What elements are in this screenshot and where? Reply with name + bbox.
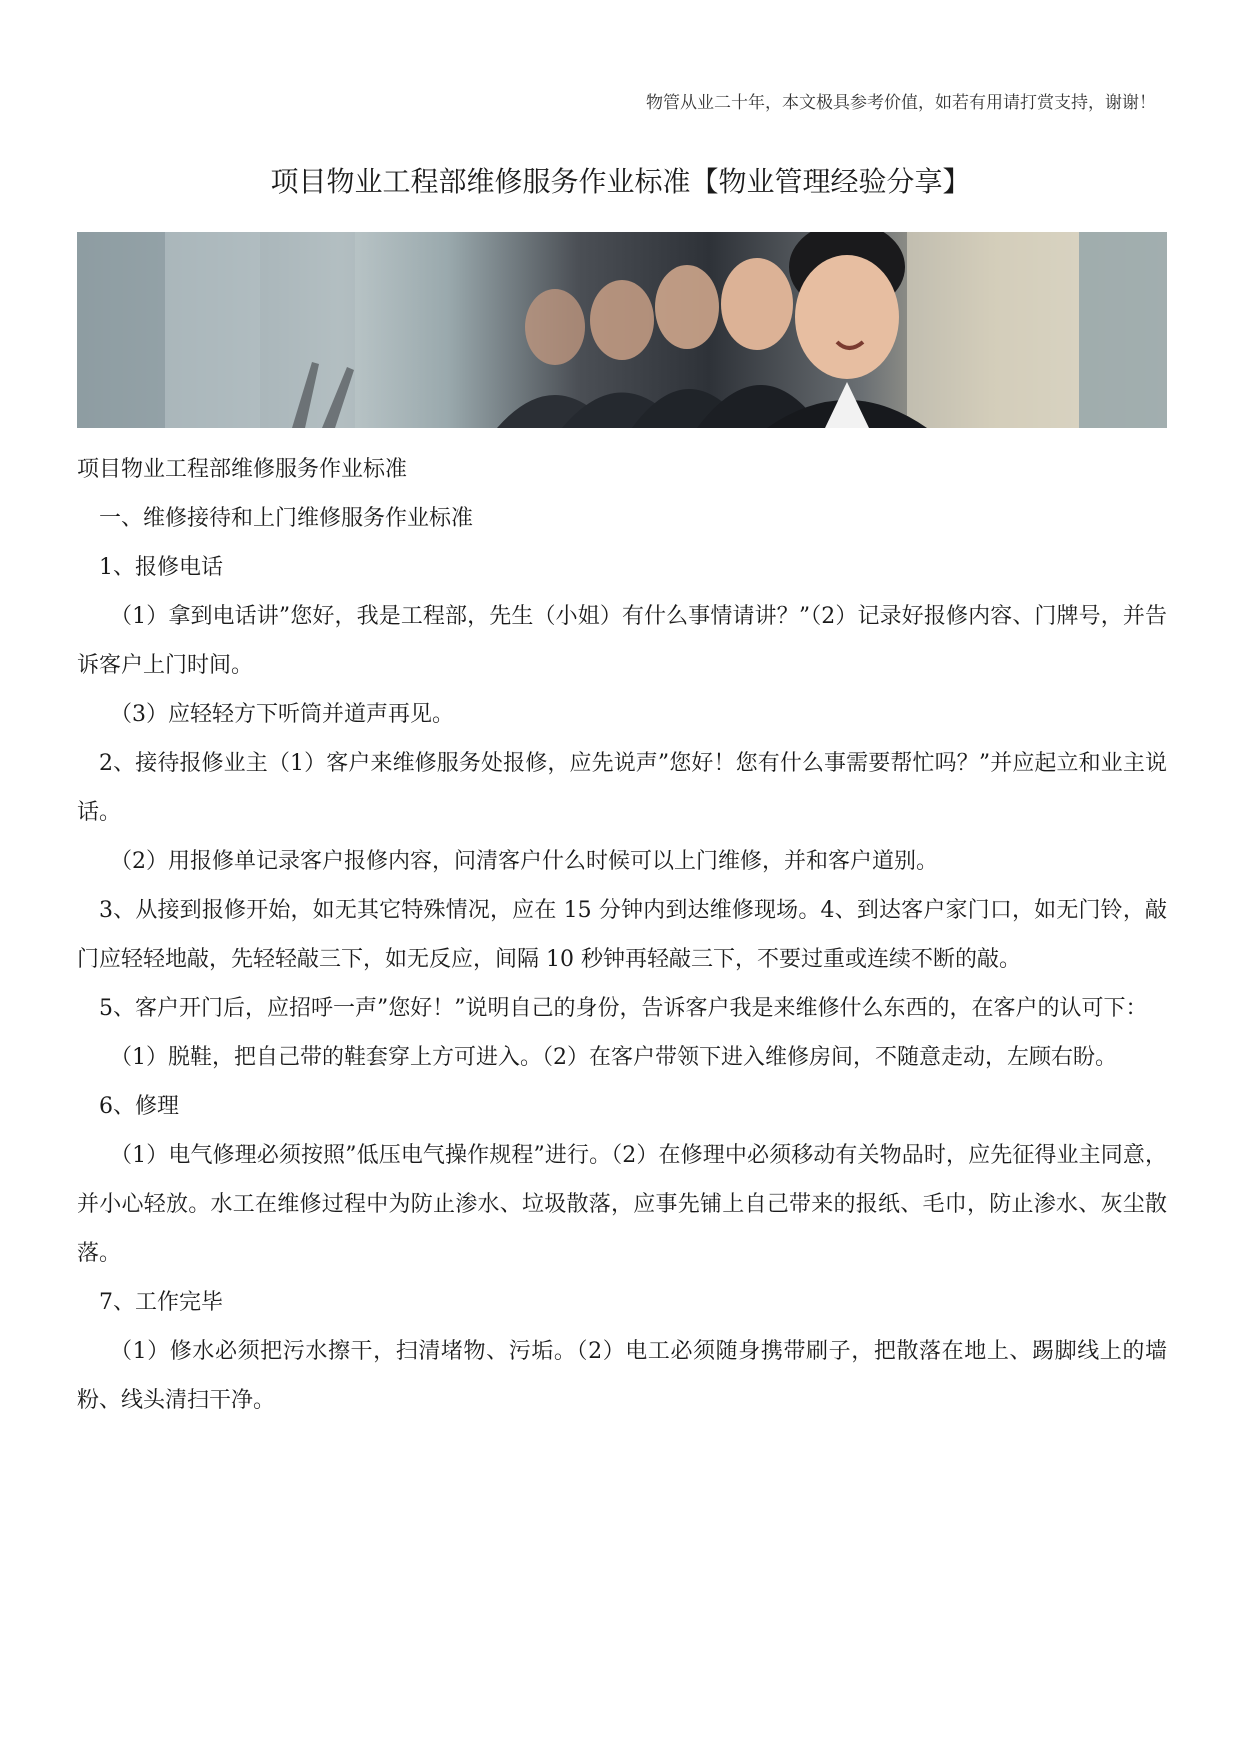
- page-title: 项目物业工程部维修服务作业标准【物业管理经验分享】: [270, 165, 971, 198]
- staff-photo-image: [77, 232, 1167, 428]
- document-body: [77, 445, 1167, 1425]
- paragraph: 6、修理: [99, 1094, 179, 1119]
- paragraph: 7、工作完毕: [99, 1290, 223, 1315]
- paragraph: （1）拿到电话讲”您好，我是工程部，先生（小姐）有什么事情请讲？”（2）记录好报修内容、门牌号，并告诉客户上门时间。: [77, 604, 1167, 678]
- paragraph: 5、客户开门后，应招呼一声”您好！”说明自己的身份，告诉客户我是来维修什么东西的，在客户的认可下：: [99, 996, 1148, 1021]
- header-note: 物管从业二十年，本文极具参考价值，如若有用请打赏支持，谢谢！: [646, 93, 1156, 113]
- paragraph: 2、接待报修业主（1）客户来维修服务处报修，应先说声”您好！您有什么事需要帮忙吗？”并应起立和业主说话。: [77, 751, 1167, 825]
- section-subheading: 一、维修接待和上门维修服务作业标准: [99, 506, 474, 531]
- banner-image: [77, 232, 1167, 428]
- paragraph: （3）应轻轻方下听筒并道声再见。: [110, 702, 454, 727]
- paragraph: 1、报修电话: [99, 555, 223, 580]
- paragraph: （1）修水必须把污水擦干，扫清堵物、污垢。（2）电工必须随身携带刷子，把散落在地上、踢脚线上的墙粉、线头清扫干净。: [77, 1339, 1167, 1413]
- paragraph: （2）用报修单记录客户报修内容，问清客户什么时候可以上门维修，并和客户道别。: [110, 849, 938, 874]
- paragraph: （1）脱鞋，把自己带的鞋套穿上方可进入。（2）在客户带领下进入维修房间，不随意走动，左顾右盼。: [110, 1045, 1117, 1070]
- paragraph: （1）电气修理必须按照”低压电气操作规程”进行。（2）在修理中必须移动有关物品时，应先征得业主同意，并小心轻放。水工在维修过程中为防止渗水、垃圾散落，应事先铺上自己带来的报纸、毛巾，防止渗水、灰尘散落。: [77, 1143, 1167, 1266]
- paragraph: 3、从接到报修开始，如无其它特殊情况，应在 15 分钟内到达维修现场。4、到达客户家门口，如无门铃，敲门应轻轻地敲，先轻轻敲三下，如无反应，间隔 10 秒钟再轻敲三下，不要过重或连续不断的敲。: [77, 898, 1167, 972]
- section-heading: 项目物业工程部维修服务作业标准: [77, 457, 408, 482]
